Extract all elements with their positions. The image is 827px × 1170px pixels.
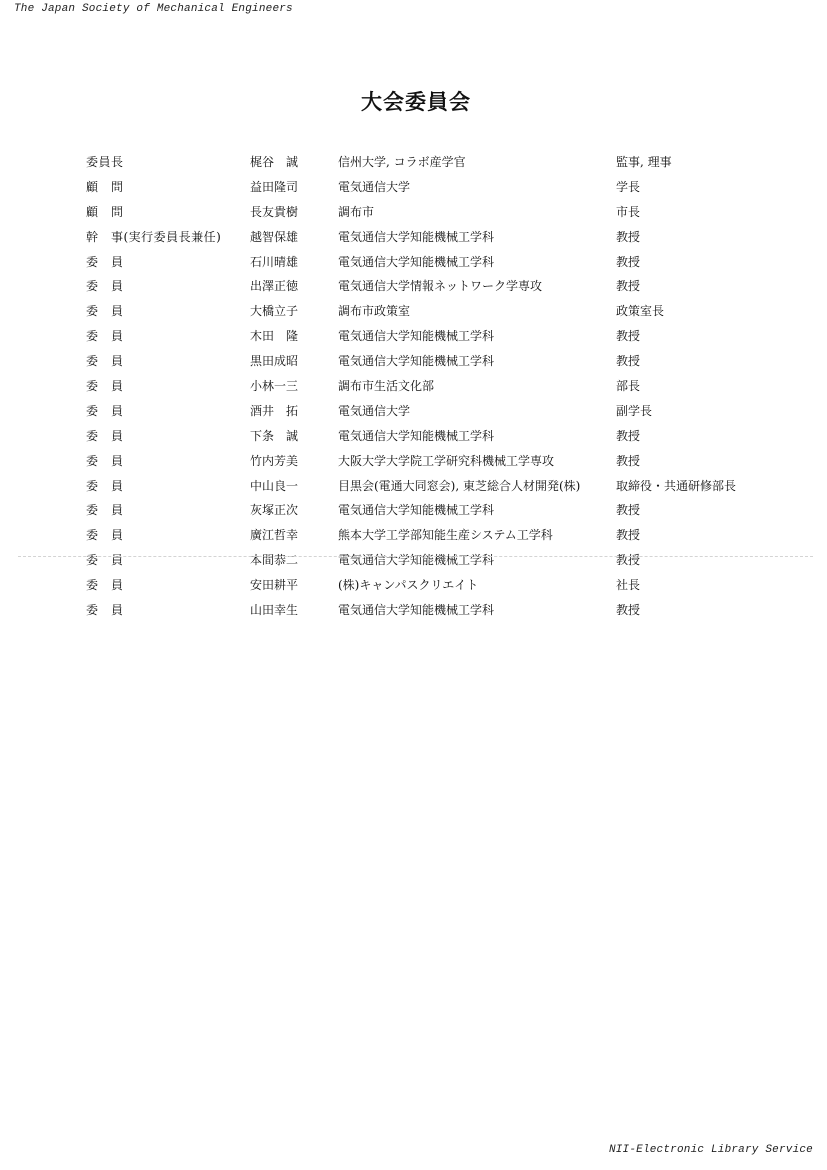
member-row (0, 424, 827, 449)
member-position: 社長 (616, 578, 641, 593)
member-row (0, 548, 827, 573)
member-row (0, 349, 827, 374)
member-row (0, 523, 827, 548)
member-position: 教授 (616, 528, 641, 543)
member-position: 監事, 理事 (616, 155, 672, 169)
member-name: 竹内芳美 (250, 453, 299, 468)
member-row (0, 324, 827, 349)
member-affiliation: 電気通信大学知能機械工学科 (338, 229, 495, 244)
committee-member-list (0, 150, 827, 623)
member-affiliation: 調布市政策室 (338, 304, 411, 319)
member-row (0, 200, 827, 225)
member-name: 梶谷 誠 (250, 155, 299, 169)
member-name: 安田耕平 (250, 578, 299, 593)
member-name: 廣江哲幸 (250, 528, 299, 543)
member-role: 委 員 (86, 478, 124, 493)
member-name: 出澤正徳 (250, 279, 299, 294)
member-position: 教授 (616, 603, 641, 618)
member-row (0, 598, 827, 623)
member-name: 大橋立子 (250, 304, 299, 319)
member-affiliation: 調布市生活文化部 (338, 379, 435, 394)
member-affiliation: 電気通信大学知能機械工学科 (338, 503, 495, 518)
member-role: 委 員 (86, 329, 124, 344)
member-role: 幹 事(実行委員長兼任) (86, 229, 222, 244)
member-position: 教授 (616, 329, 641, 344)
page-title: 大会委員会 (361, 90, 471, 114)
member-affiliation: 電気通信大学情報ネットワーク学専攻 (338, 279, 543, 294)
society-header: The Japan Society of Mechanical Engineers (14, 3, 293, 15)
member-name: 灰塚正次 (250, 503, 299, 518)
member-row (0, 449, 827, 474)
member-position: 政策室長 (616, 304, 665, 319)
member-role: 委 員 (86, 553, 124, 568)
member-position: 教授 (616, 229, 641, 244)
member-role: 顧 問 (86, 179, 124, 194)
member-affiliation: 熊本大学工学部知能生産システム工学科 (338, 528, 553, 543)
member-role: 顧 問 (86, 204, 124, 219)
library-service-footer: NII-Electronic Library Service (608, 1144, 813, 1156)
member-affiliation: 電気通信大学知能機械工学科 (338, 428, 495, 443)
member-position: 教授 (616, 254, 641, 269)
member-position: 副学長 (616, 403, 653, 418)
member-name: 益田隆司 (250, 179, 299, 194)
member-row (0, 474, 827, 499)
member-role: 委 員 (86, 403, 124, 418)
member-position: 教授 (616, 279, 641, 294)
member-name: 酒井 拓 (250, 403, 299, 418)
member-name: 本間恭二 (250, 553, 299, 568)
member-row (0, 225, 827, 250)
member-role: 委 員 (86, 254, 124, 269)
member-row (0, 498, 827, 523)
member-row (0, 274, 827, 299)
member-affiliation: 電気通信大学知能機械工学科 (338, 254, 495, 269)
member-row (0, 573, 827, 598)
member-role: 委 員 (86, 503, 124, 518)
member-position: 学長 (616, 179, 641, 194)
member-row (0, 175, 827, 200)
member-name: 長友貴樹 (250, 204, 299, 219)
member-affiliation: 電気通信大学知能機械工学科 (338, 354, 495, 369)
member-affiliation: 電気通信大学知能機械工学科 (338, 329, 495, 344)
member-row (0, 250, 827, 275)
member-affiliation: 信州大学, コラボ産学官 (338, 155, 466, 169)
member-role: 委 員 (86, 354, 124, 369)
member-position: 市長 (616, 204, 641, 219)
member-name: 下条 誠 (250, 428, 299, 443)
member-name: 石川晴雄 (250, 254, 299, 269)
member-row (0, 150, 827, 175)
member-position: 教授 (616, 553, 641, 568)
member-affiliation: 調布市 (338, 204, 375, 219)
member-affiliation: 電気通信大学知能機械工学科 (338, 553, 495, 568)
member-position: 教授 (616, 354, 641, 369)
member-role: 委 員 (86, 528, 124, 543)
member-position: 部長 (616, 379, 641, 394)
member-role: 委 員 (86, 453, 124, 468)
member-position: 教授 (616, 453, 641, 468)
member-role: 委 員 (86, 603, 124, 618)
member-name: 小林一三 (250, 379, 299, 394)
member-position: 教授 (616, 503, 641, 518)
member-role: 委 員 (86, 304, 124, 319)
member-affiliation: 目黒会(電通大同窓会), 東芝総合人材開発(株) (338, 478, 581, 493)
member-affiliation: 大阪大学大学院工学研究科機械工学専攻 (338, 453, 555, 468)
member-affiliation: 電気通信大学知能機械工学科 (338, 603, 495, 618)
member-affiliation: (株)キャンパスクリエイト (338, 578, 479, 593)
member-role: 委 員 (86, 279, 124, 294)
member-position: 教授 (616, 428, 641, 443)
member-name: 黒田成昭 (250, 354, 299, 369)
member-role: 委 員 (86, 578, 124, 593)
member-affiliation: 電気通信大学 (338, 179, 411, 194)
member-role: 委員長 (86, 155, 124, 169)
member-name: 木田 隆 (250, 329, 299, 344)
member-role: 委 員 (86, 379, 124, 394)
member-row (0, 374, 827, 399)
member-row (0, 299, 827, 324)
member-name: 中山良一 (250, 478, 299, 493)
member-row (0, 399, 827, 424)
member-name: 越智保雄 (250, 229, 299, 244)
scan-artifact-line (18, 556, 813, 557)
member-position: 取締役・共通研修部長 (616, 478, 737, 493)
member-name: 山田幸生 (250, 603, 299, 618)
member-role: 委 員 (86, 428, 124, 443)
member-affiliation: 電気通信大学 (338, 403, 411, 418)
